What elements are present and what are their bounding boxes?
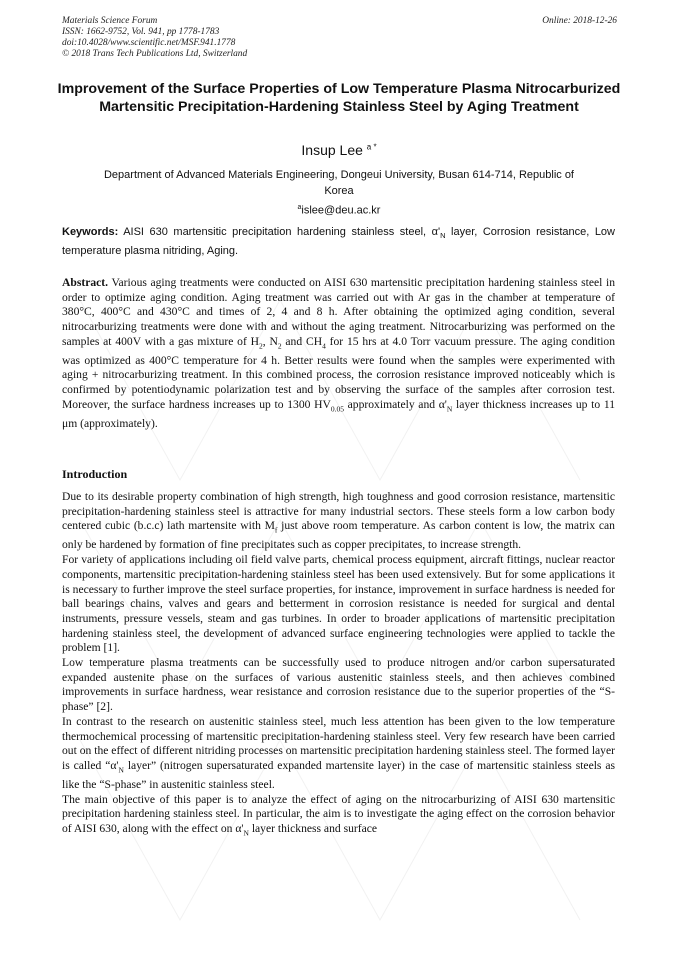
paper-title: Improvement of the Surface Properties of Low Temperature Plasma Nitrocarburized Martensitic Precipitation-Hardening Stainless Steel by Aging Treatment	[57, 81, 621, 115]
intro-text: just above room temperature. As carbon content is low, the matrix can only be hardened by formation of fine precipitates such as copper precipitates, to increase strength.	[62, 519, 615, 552]
online-date: Online: 2018-12-26	[542, 16, 617, 26]
keywords	[62, 225, 615, 258]
journal-name: Materials Science Forum	[62, 16, 158, 26]
intro-paragraph: For variety of applications including oil field valve parts, chemical process equipment, aircraft fittings, nuclear reactor components, martensitic precipitation-hardening stainless steel has been used extensively. But for some applications it is necessary to further improve the steel surface properties, for instance, improvement in surface hardness is needed for ball bearings chains, valves and gears and betterment in corrosion resistance is needed for surgical and dental instruments, pressure vessels, steam and gas turbines. In order to broader applications of martensitic precipitation hardening stainless steel, the development of advanced surface engineering technologies were applied to tackle the problem [1].	[62, 553, 615, 655]
abstract-sub: N	[446, 403, 453, 413]
abstract-label: Abstract.	[62, 276, 109, 289]
intro-text: layer thickness and surface	[248, 822, 378, 836]
intro-paragraph	[62, 490, 615, 553]
abstract-text: approximately and α'	[343, 397, 447, 411]
email-address[interactable]: islee@deu.ac.kr	[301, 204, 381, 217]
abstract-text: layer thickness increases up to 11 μm (approximately).	[62, 397, 615, 430]
abstract-text: and CH	[281, 334, 323, 348]
introduction-body	[62, 490, 615, 841]
keywords-label: Keywords:	[62, 226, 119, 238]
intro-text: In contrast to the research on austenitic stainless steel, much less attention has been given to the low temperature thermochemical processing of martensitic precipitation-hardening stainless steel. Very few research have been carried out on the effect of different nitriding processes on martensitic precipitation hardening stainless steel. The formed layer is called “α'	[62, 714, 615, 772]
email-superscript: a	[297, 204, 302, 211]
intro-paragraph	[62, 715, 615, 793]
author-name: Insup Lee	[301, 142, 363, 158]
keywords-text-1: AISI 630 martensitic precipitation hardening stainless steel, α'	[123, 226, 441, 238]
abstract-sub: 0.05	[330, 403, 344, 413]
abstract-sub: 2	[259, 340, 263, 350]
author-superscript: a *	[366, 142, 377, 152]
abstract-sub: 4	[322, 340, 326, 350]
doi-line: doi:10.4028/www.scientific.net/MSF.941.1778	[62, 38, 236, 48]
abstract-text: Various aging treatments were conducted on AISI 630 martensitic precipitation hardening stainless steel in order to optimize aging condition. Aging treatment was carried out with Ar gas in the chamber at temperature of 380°C, 400°C and 430°C and times of 2, 4 and 8 h. After obtaining the optimized aging condition, several nitrocarburizing treatments were done with and without the aging treatment. Nitrocarburizing was performed on the samples at 400V with a gas mixture of H	[62, 276, 615, 348]
issn-line: ISSN: 1662-9752, Vol. 941, pp 1778-1783	[62, 27, 220, 37]
intro-sub: N	[118, 765, 124, 775]
abstract-text: for 15 hrs at 4.0 Torr vacuum pressure. The aging condition was optimized as 400°C temperature for 4 h. Better results were found when the samples were experimented with aging + nitrocarburizing treatment. In this combined process, the corrosion resistance improved noticeably which is confirmed by potentiodynamic polarization test and by observing the surface of the samples after corrosion test. Moreover, the surface hardness increases up to 1300 HV	[62, 334, 616, 411]
intro-text: The main objective of this paper is to analyze the effect of aging on the nitrocarburizing of AISI 630 martensitic precipitation hardening stainless steel. In particular, the aim is to investigate the aging effect on the corrosion behavior of AISI 630, along with the effect on α'	[62, 792, 615, 836]
intro-paragraph: Low temperature plasma treatments can be successfully used to produce nitrogen and/or carbon supersaturated expanded austenite phase on the surfaces of various austenitic stainless steels, and then achieves combined improvements in surface hardness, wear resistance and corrosion resistance due to the superior properties of the “S-phase” [2].	[62, 656, 615, 714]
author-line	[0, 142, 678, 158]
affiliation: Department of Advanced Materials Engineering, Dongeui University, Busan 614-714, Republic of Korea	[103, 169, 574, 197]
intro-text: Due to its desirable property combination of high strength, high toughness and good corrosion resistance, martensitic precipitation-hardening stainless steel is attractive for many industrial sectors. These steels form a low carbon body centered cubic (b.c.c) lath martensite with M	[62, 490, 615, 533]
intro-paragraph	[62, 793, 615, 841]
abstract	[62, 276, 615, 431]
keywords-sub: N	[440, 231, 446, 241]
abstract-text: , N	[262, 334, 278, 348]
intro-sub: N	[243, 828, 249, 838]
copyright-line: © 2018 Trans Tech Publications Ltd, Switzerland	[62, 49, 248, 59]
email-line	[0, 204, 678, 217]
intro-text: layer” (nitrogen supersaturated expanded martensite layer) in the case of martensitic stainless steels as like the “S-phase” in austenitic stainless steel.	[62, 758, 616, 791]
abstract-sub: 2	[277, 340, 282, 350]
journal-header	[62, 16, 617, 60]
intro-sub: f	[274, 525, 278, 535]
introduction-heading: Introduction	[62, 467, 128, 481]
keywords-text-2: layer, Corrosion resistance, Low temperature plasma nitriding, Aging.	[62, 226, 615, 257]
